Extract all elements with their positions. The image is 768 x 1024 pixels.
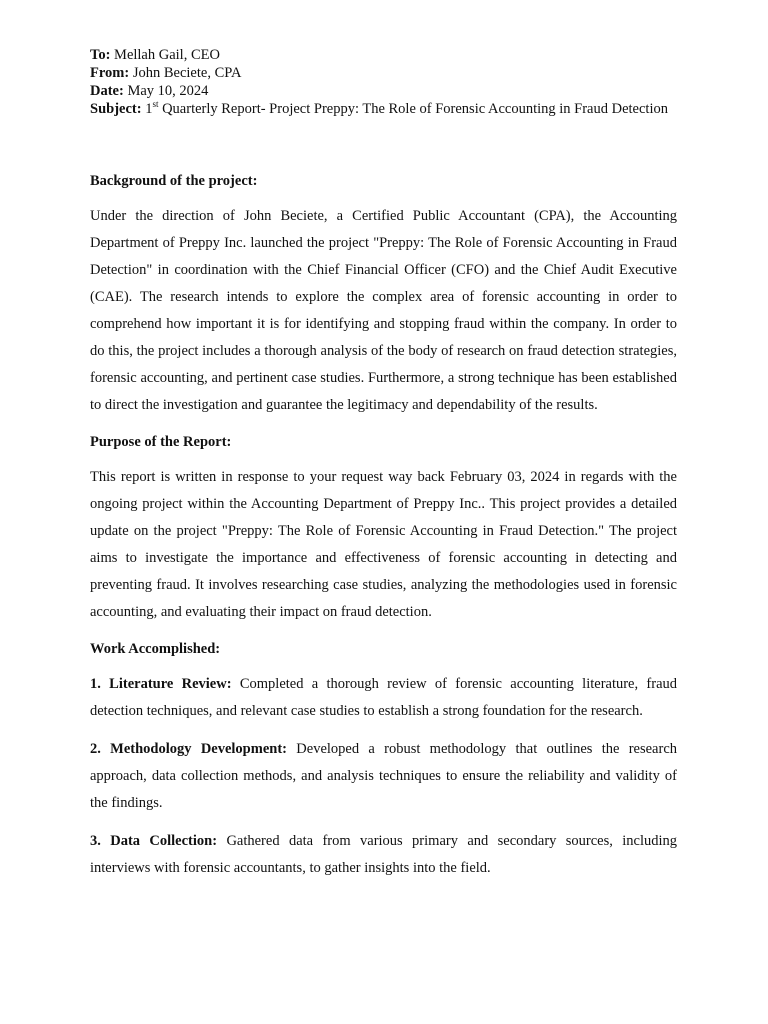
memo-to-line — [90, 46, 677, 64]
background-paragraph: Under the direction of John Beciete, a Certified Public Accountant (CPA), the Accounting Department of Preppy Inc. launched the project "Preppy: The Role of Forensic Accounting in Fraud Detection" in coordination with the Chief Financial Officer (CFO) and the Chief Audit Executive (CAE). The research intends to explore the complex area of forensic accounting in order to comprehend how important it is for identifying and stopping fraud within the company. In order to do this, the project includes a thorough analysis of the body of research on fraud detection strategies, forensic accounting, and pertinent case studies. Furthermore, a strong technique has been established to direct the investigation and guarantee the legitimacy and dependability of the results. — [90, 208, 677, 413]
work-item-title: 1. Literature Review: — [90, 676, 232, 692]
purpose-heading: Purpose of the Report: — [90, 434, 232, 450]
work-item-methodology-development — [90, 736, 677, 817]
memo-to-label: To: — [90, 47, 111, 63]
memo-subject-line — [90, 100, 677, 118]
work-item-title: 3. Data Collection: — [90, 833, 218, 849]
work-item-text: Gathered data from various primary and secondary sources, including interviews with forensic accountants, to gather insights into the field. — [90, 833, 678, 876]
work-item-text: Developed a robust methodology that outlines the research approach, data collection methods, and analysis techniques to ensure the reliability and validity of the findings. — [90, 741, 678, 811]
memo-from-value: John Beciete, CPA — [132, 65, 242, 81]
memo-date-value: May 10, 2024 — [127, 83, 209, 99]
memo-document — [90, 46, 677, 882]
purpose-paragraph: This report is written in response to your request way back February 03, 2024 in regards with the ongoing project within the Accounting Department of Preppy Inc.. This project provides a detailed update on the project "Preppy: The Role of Forensic Accounting in Fraud Detection." The project aims to investigate the importance and effectiveness of forensic accounting in detecting and preventing fraud. It involves researching case studies, analyzing the methodologies used in forensic accounting, and evaluating their impact on fraud detection. — [90, 469, 677, 620]
memo-date-line — [90, 82, 677, 100]
work-accomplished-heading: Work Accomplished: — [90, 641, 221, 657]
memo-subject-text: Quarterly Report- Project Preppy: The Role of Forensic Accounting in Fraud Detection — [162, 101, 668, 117]
memo-to-value: Mellah Gail, CEO — [114, 47, 220, 63]
work-item-text: Completed a thorough review of forensic accounting literature, fraud detection techniques, and relevant case studies to establish a strong foundation for the research. — [90, 676, 678, 719]
memo-from-label: From: — [90, 65, 130, 81]
work-item-data-collection — [90, 828, 677, 882]
work-item-title: 2. Methodology Development: — [90, 741, 287, 757]
memo-subject-superscript: st — [152, 99, 159, 110]
memo-subject-label: Subject: — [90, 101, 142, 117]
memo-header — [90, 46, 677, 118]
memo-subject-prefix: 1 — [145, 101, 153, 117]
background-heading: Background of the project: — [90, 173, 258, 189]
memo-date-label: Date: — [90, 83, 124, 99]
memo-from-line — [90, 64, 677, 82]
work-item-literature-review — [90, 671, 677, 725]
